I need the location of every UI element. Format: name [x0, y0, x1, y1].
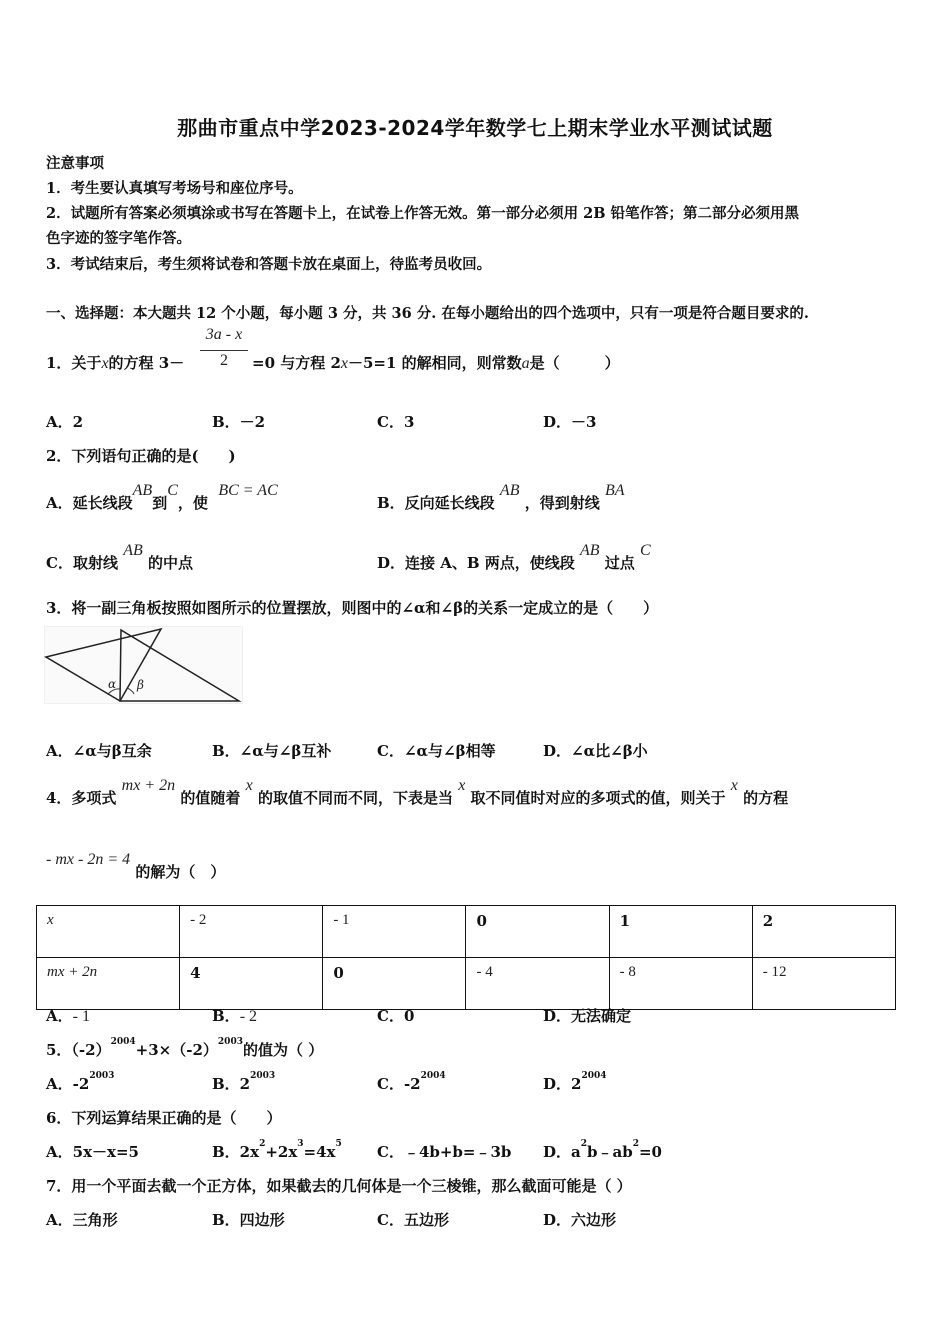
- q5-a-exp: 2003: [89, 1071, 115, 1081]
- q2-a-m3: BC = AC: [218, 482, 278, 499]
- q2-option-c[interactable]: [46, 539, 193, 572]
- q5-post: 的值为（ ）: [242, 1041, 324, 1059]
- q4-equation: - mx - 2n = 4: [46, 851, 131, 868]
- q5-option-c[interactable]: [377, 1073, 446, 1094]
- q6-b-1: B．2x: [212, 1143, 260, 1161]
- q6-d-1: D．a: [543, 1143, 581, 1161]
- q2-a-pre: A．延长线段: [46, 494, 133, 512]
- table-cell: 4: [180, 958, 323, 1010]
- table-cell: - 1: [323, 906, 466, 958]
- q4-m2: x: [245, 777, 253, 794]
- q6-d-exp2: 2: [632, 1139, 639, 1149]
- q1-option-a[interactable]: A．2: [46, 413, 84, 431]
- q6-d-exp1: 2: [580, 1139, 587, 1149]
- q1-frac-numerator: 3a - x: [205, 326, 243, 343]
- triangle-figure: [44, 626, 244, 706]
- notes-item-1: 1．考生要认真填写考场号和座位序号。: [46, 180, 303, 197]
- notes-item-2-cont: 色字迹的签字笔作答。: [46, 230, 191, 247]
- q4-b-label: B．: [212, 1007, 240, 1025]
- q6-b-2: +2x: [265, 1143, 298, 1161]
- beta-label: β: [137, 678, 144, 692]
- q5-a-text: A．-2: [46, 1075, 90, 1093]
- q6-option-c[interactable]: C．﹣4b+b=﹣3b: [377, 1143, 512, 1161]
- q5-d-text: D．2: [543, 1075, 582, 1093]
- q2-b-pre: B．反向延长线段: [377, 494, 495, 512]
- q4-option-c[interactable]: C．0: [377, 1007, 415, 1025]
- question-1: [46, 352, 184, 373]
- q1-var-a: a: [521, 355, 530, 372]
- q7-option-d[interactable]: D．六边形: [543, 1211, 617, 1229]
- q1-mid1: 的方程 3－: [108, 354, 185, 372]
- question-4: [46, 774, 789, 807]
- q6-b-exp3: 5: [335, 1139, 342, 1149]
- q2-a-m1: AB: [132, 482, 153, 499]
- q4-m1: mx + 2n: [121, 777, 176, 794]
- table-cell: - 4: [466, 958, 609, 1010]
- q4-option-b[interactable]: [212, 1005, 257, 1026]
- q4-option-a[interactable]: [46, 1005, 90, 1026]
- q4-option-d[interactable]: D．无法确定: [543, 1007, 632, 1025]
- q7-option-a[interactable]: A．三角形: [46, 1211, 118, 1229]
- q4-post: 的方程: [743, 789, 789, 807]
- q6-b-3: =4x: [303, 1143, 336, 1161]
- table-cell: 1: [609, 906, 752, 958]
- table-cell: x: [37, 906, 180, 958]
- q7-option-b[interactable]: B．四边形: [212, 1211, 285, 1229]
- question-2: 2．下列语句正确的是( ): [46, 447, 236, 465]
- q5-mid: +3×（-2）: [135, 1041, 218, 1059]
- q5-d-exp: 2004: [581, 1071, 607, 1081]
- q5-b-text: B．2: [212, 1075, 251, 1093]
- q5-option-b[interactable]: [212, 1073, 275, 1094]
- question-5: [46, 1039, 323, 1060]
- q2-option-a[interactable]: [46, 479, 278, 512]
- q3-option-c[interactable]: C．∠α与∠β相等: [377, 742, 496, 760]
- question-1-rest: [252, 352, 620, 373]
- q2-b-mid: ，得到射线: [524, 494, 600, 512]
- table-row: [37, 958, 896, 1010]
- table-cell: - 12: [752, 958, 895, 1010]
- q2-a-m2: C: [167, 482, 178, 499]
- table-cell: 0: [466, 906, 609, 958]
- q2-b-m2: BA: [604, 482, 625, 499]
- alpha-label: α: [108, 677, 117, 691]
- q4-equation-line: [46, 848, 226, 881]
- notes-item-3: 3．考试结束后，考生须将试卷和答题卡放在桌面上，待监考员收回。: [46, 256, 492, 273]
- q2-a-mid2: ，使: [177, 494, 208, 512]
- q6-b-exp1: 2: [259, 1139, 266, 1149]
- q4-b-value: - 2: [239, 1008, 258, 1025]
- table-cell: - 8: [609, 958, 752, 1010]
- q6-option-d[interactable]: [543, 1141, 662, 1162]
- q2-option-d[interactable]: [377, 539, 651, 572]
- q2-d-m2: C: [640, 542, 651, 559]
- table-row: [37, 906, 896, 958]
- q2-d-pre: D．连接 A、B 两点，使线段: [377, 554, 575, 572]
- q5-pre: 5．（-2）: [46, 1041, 111, 1059]
- q2-d-m1: AB: [580, 542, 600, 559]
- q7-option-c[interactable]: C．五边形: [377, 1211, 449, 1229]
- q1-frac-bar: [200, 350, 248, 351]
- q4-a-value: - 1: [72, 1008, 90, 1025]
- q1-option-d[interactable]: D．－3: [543, 413, 597, 431]
- q1-option-b[interactable]: B．－2: [212, 413, 266, 431]
- q1-post: 是（ ）: [529, 354, 620, 372]
- q4-mid3: 取不同值时对应的多项式的值，则关于: [470, 789, 726, 807]
- q1-frac-denominator: 2: [220, 352, 228, 369]
- table-cell: 2: [752, 906, 895, 958]
- q1-mid3: －5=1 的解相同，则常数: [348, 354, 522, 372]
- q6-d-3: =0: [638, 1143, 662, 1161]
- q4-mid1: 的值随着: [180, 789, 241, 807]
- q3-option-b[interactable]: B．∠α与∠β互补: [212, 742, 332, 760]
- q2-c-pre: C．取射线: [46, 554, 118, 572]
- q2-a-mid: 到: [152, 494, 168, 512]
- q3-option-a[interactable]: A．∠α与β互余: [46, 742, 152, 760]
- q6-d-2: b﹣ab: [587, 1143, 633, 1161]
- q5-option-d[interactable]: [543, 1073, 607, 1094]
- q5-c-exp: 2004: [420, 1071, 446, 1081]
- q5-option-a[interactable]: [46, 1073, 114, 1094]
- q2-option-b[interactable]: [377, 479, 625, 512]
- q1-option-c[interactable]: C．3: [377, 413, 415, 431]
- q4-m3: x: [458, 777, 466, 794]
- question-6: 6．下列运算结果正确的是（ ）: [46, 1109, 282, 1127]
- table-cell: 0: [323, 958, 466, 1010]
- q2-b-m1: AB: [499, 482, 520, 499]
- q5-exp1: 2004: [110, 1037, 136, 1047]
- q5-c-text: C．-2: [377, 1075, 421, 1093]
- q6-option-a[interactable]: A．5x－x=5: [46, 1143, 139, 1161]
- q6-option-b[interactable]: [212, 1141, 342, 1162]
- q2-c-post: 的中点: [147, 554, 193, 572]
- page-title: 那曲市重点中学2023-2024学年数学七上期末学业水平测试试题: [177, 116, 773, 140]
- question-7: 7．用一个平面去截一个正方体，如果截去的几何体是一个三棱锥，那么截面可能是（ ）: [46, 1177, 632, 1195]
- q4-pre: 4．多项式: [46, 789, 117, 807]
- q4-a-label: A．: [46, 1007, 73, 1025]
- question-3: 3．将一副三角板按照如图所示的位置摆放，则图中的∠α和∠β的关系一定成立的是（ ）: [46, 599, 659, 617]
- notes-heading: 注意事项: [46, 155, 104, 172]
- q1-var-x: x: [101, 355, 109, 372]
- q1-pre: 1．关于: [46, 354, 102, 372]
- q3-option-d[interactable]: D．∠α比∠β小: [543, 742, 648, 760]
- q1-mid2: =0 与方程 2: [252, 354, 341, 372]
- q2-d-mid: 过点: [604, 554, 635, 572]
- q4-eq-post: 的解为（ ）: [135, 863, 226, 881]
- section-heading: 一、选择题：本大题共 12 个小题，每小题 3 分，共 36 分. 在每小题给出的四个选项中，只有一项是符合题目要求的.: [46, 305, 809, 322]
- q4-mid2: 的取值不同而不同，下表是当: [257, 789, 453, 807]
- q4-value-table: [36, 905, 896, 1010]
- q2-c-m1: AB: [123, 542, 143, 559]
- q6-b-exp2: 3: [297, 1139, 304, 1149]
- q4-m4: x: [730, 777, 738, 794]
- table-cell: mx + 2n: [37, 958, 180, 1010]
- notes-item-2: 2．试题所有答案必须填涂或书写在答题卡上，在试卷上作答无效。第一部分必须用 2B 铅笔作答；第二部分必须用黑: [46, 205, 800, 222]
- q1-var-x2: x: [340, 355, 348, 372]
- q5-b-exp: 2003: [250, 1071, 276, 1081]
- table-cell: - 2: [180, 906, 323, 958]
- q5-exp2: 2003: [217, 1037, 243, 1047]
